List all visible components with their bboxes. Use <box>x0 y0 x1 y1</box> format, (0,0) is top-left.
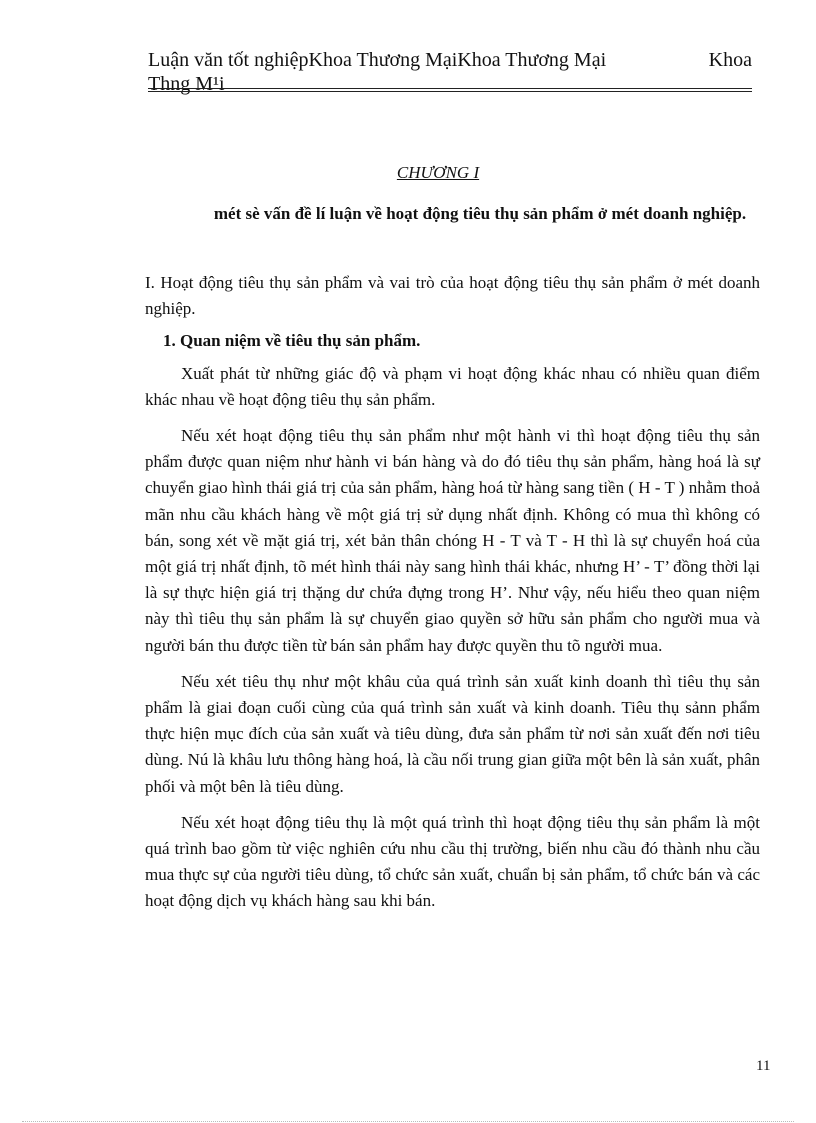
page-number: 11 <box>756 1058 771 1074</box>
header-text-right: Khoa <box>708 49 752 71</box>
paragraph: Nếu xét hoạt động tiêu thụ sản phẩm như một hành vi thì hoạt động tiêu thụ sản phẩm được quan niệm như hành vi bán hàng và do đó tiêu thụ sản phẩm, hàng hoá là sự chuyển giao hình thái giá trị của sản phẩm, hàng hoá từ hàng sang tiền ( H - T ) nhằm thoả mãn nhu cầu khách hàng về một giá trị sử dụng nhất định. Không có mua thì không có bán, song xét về mặt giá trị, xét bản thân chóng H - T và T - H thì là sự chuyển hoá của một giá trị nhất định, tõ mét hình thái này sang hình thái khác, nhưng H’ - T’ đồng thời lại là sự thực hiện giá trị thặng dư chứa đựng trong H’. Như vậy, nếu hiểu theo quan niệm này thì tiêu thụ sản phẩm là sự chuyển giao quyền sở hữu sản phẩm cho người mua và người bán thu được tiền từ bán sản phẩm hay được quyền thu tõ người mua. <box>145 426 760 655</box>
subsection-heading: 1. Quan niệm về tiêu thụ sản phẩm. <box>163 331 421 351</box>
chapter-title: mét sè vấn đề lí luận về hoạt động tiêu thụ sản phẩm ở mét doanh nghiệp. <box>213 204 747 223</box>
document-body <box>145 270 760 925</box>
page-bottom-divider <box>22 1121 794 1122</box>
header-text-line2: Thng M¹i <box>148 73 225 95</box>
paragraph: Nếu xét hoạt động tiêu thụ là một quá trình thì hoạt động tiêu thụ sản phẩm là một quá trình bao gồm từ việc nghiên cứu nhu cầu thị trường, biến nhu cầu đó thành nhu cầu mua thực sự của người tiêu dùng, tổ chức sản xuất, chuẩn bị sản phẩm, tổ chức bán và các hoạt động dịch vụ khách hàng sau khi bán. <box>145 812 760 911</box>
header-text: Luận văn tốt nghiệpKhoa Thương MạiKhoa Thương Mại <box>148 49 607 71</box>
paragraph: Nếu xét tiêu thụ như một khâu của quá trình sản xuất kinh doanh thì tiêu thụ sản phẩm là giai đoạn cuối cùng của quá trình sản xuất và kinh doanh. Tiêu thụ sảnn phẩm thực hiện mục đích của sản xuất và tiêu dùng, đưa sản phẩm từ nơi sản xuất đến nơi tiêu dùng. Nú là khâu lưu thông hàng hoá, là cầu nối trung gian giữa một bên là sản xuất, phân phối và một bên là tiêu dùng. <box>145 671 760 796</box>
chapter-label <box>0 163 816 183</box>
section-heading: I. Hoạt động tiêu thụ sản phẩm và vai trò của hoạt động tiêu thụ sản phẩm ở mét doanh nghiệp. <box>145 273 760 319</box>
chapter-label-text: CHƯƠNG I <box>396 163 480 182</box>
header-double-rule <box>148 88 752 92</box>
paragraph: Xuất phát từ những giác độ và phạm vi hoạt động khác nhau có nhiều quan điểm khác nhau về hoạt động tiêu thụ sản phẩm. <box>145 363 760 409</box>
